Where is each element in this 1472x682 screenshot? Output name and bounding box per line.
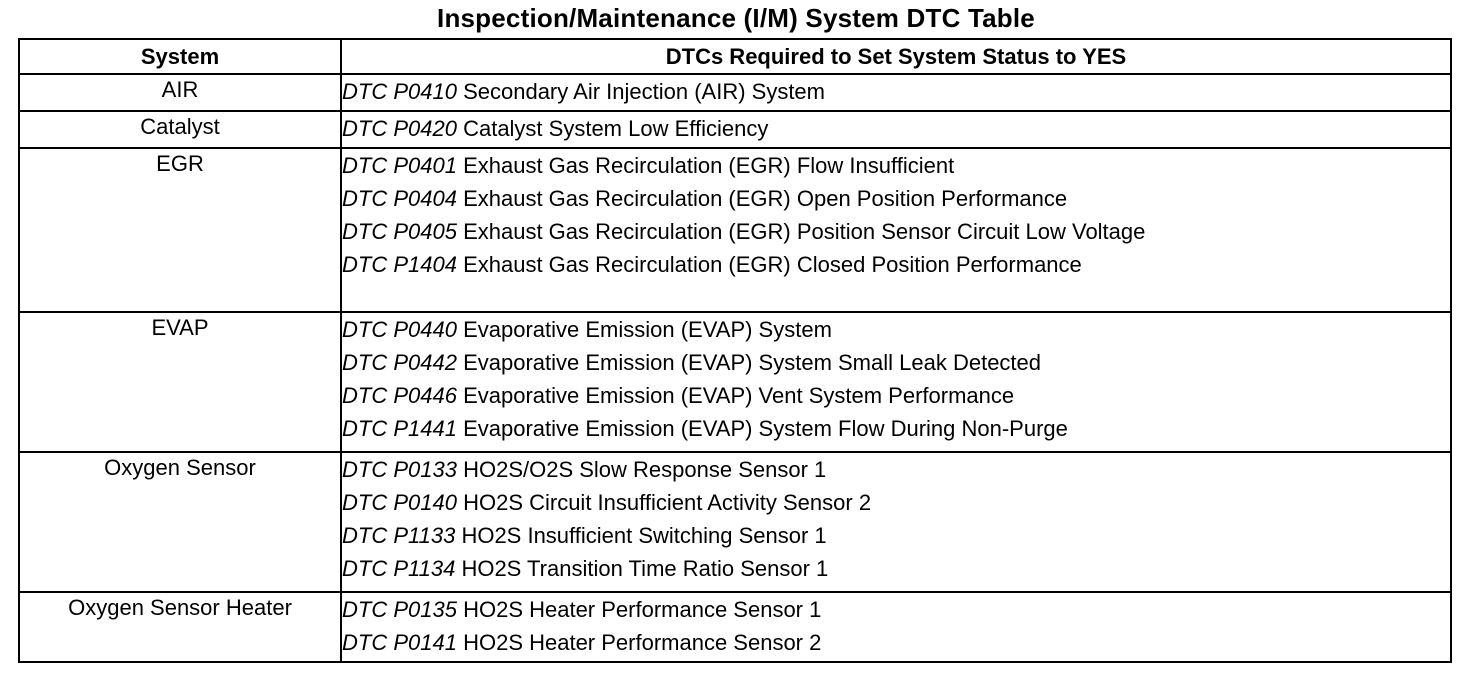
dtc-description: HO2S Circuit Insufficient Activity Sensor 2 (463, 490, 872, 515)
table-row (19, 452, 1451, 592)
dtc-code: DTC P1404 (342, 252, 457, 277)
dtc-code: DTC P1133 (342, 523, 456, 548)
system-cell: EGR (19, 148, 341, 312)
dtc-entry (342, 75, 1450, 108)
header-dtcs: DTCs Required to Set System Status to YES (341, 39, 1451, 74)
dtc-cell (341, 452, 1451, 592)
table-row (19, 74, 1451, 111)
dtc-code: DTC P0420 (342, 116, 457, 141)
dtc-code: DTC P0410 (342, 79, 457, 104)
dtc-description: Evaporative Emission (EVAP) System (463, 317, 832, 342)
table-row (19, 312, 1451, 452)
dtc-code: DTC P0440 (342, 317, 457, 342)
system-cell: Oxygen Sensor Heater (19, 592, 341, 662)
dtc-entry (342, 346, 1450, 379)
dtc-code: DTC P0401 (342, 153, 457, 178)
system-cell: EVAP (19, 312, 341, 452)
dtc-code: DTC P0446 (342, 383, 457, 408)
table-row (19, 592, 1451, 662)
dtc-entry (342, 248, 1450, 281)
dtc-entry (342, 626, 1450, 659)
dtc-code: DTC P0141 (342, 630, 457, 655)
dtc-entry (342, 593, 1450, 626)
dtc-entry (342, 215, 1450, 248)
dtc-description: Evaporative Emission (EVAP) System Flow During Non-Purge (463, 416, 1068, 441)
dtc-cell (341, 148, 1451, 312)
dtc-code: DTC P0140 (342, 490, 457, 515)
dtc-description: Exhaust Gas Recirculation (EGR) Closed Position Performance (463, 252, 1082, 277)
dtc-cell (341, 592, 1451, 662)
dtc-description: HO2S Transition Time Ratio Sensor 1 (461, 556, 829, 581)
dtc-entry (342, 412, 1450, 445)
dtc-entry (342, 552, 1450, 585)
dtc-code: DTC P0133 (342, 457, 457, 482)
dtc-code: DTC P1441 (342, 416, 457, 441)
system-cell: AIR (19, 74, 341, 111)
dtc-entry (342, 149, 1450, 182)
header-system: System (19, 39, 341, 74)
dtc-code: DTC P0135 (342, 597, 457, 622)
dtc-description: Evaporative Emission (EVAP) System Small Leak Detected (463, 350, 1042, 375)
dtc-entry (342, 379, 1450, 412)
table-title: Inspection/Maintenance (I/M) System DTC Table (437, 3, 1035, 33)
dtc-code: DTC P0405 (342, 219, 457, 244)
dtc-entry (342, 313, 1450, 346)
dtc-entry (342, 182, 1450, 215)
dtc-code: DTC P0404 (342, 186, 457, 211)
header-row (19, 39, 1451, 74)
dtc-code: DTC P0442 (342, 350, 457, 375)
dtc-description: Exhaust Gas Recirculation (EGR) Open Position Performance (463, 186, 1068, 211)
dtc-cell (341, 312, 1451, 452)
dtc-code: DTC P1134 (342, 556, 456, 581)
dtc-description: HO2S Insufficient Switching Sensor 1 (461, 523, 827, 548)
dtc-description: Catalyst System Low Efficiency (463, 116, 769, 141)
system-cell: Catalyst (19, 111, 341, 148)
dtc-description: Secondary Air Injection (AIR) System (463, 79, 825, 104)
dtc-table (18, 38, 1452, 663)
dtc-description: HO2S Heater Performance Sensor 2 (463, 630, 822, 655)
dtc-description: HO2S/O2S Slow Response Sensor 1 (463, 457, 827, 482)
dtc-description: Evaporative Emission (EVAP) Vent System Performance (463, 383, 1015, 408)
dtc-description: Exhaust Gas Recirculation (EGR) Flow Insufficient (463, 153, 955, 178)
table-row (19, 148, 1451, 312)
dtc-description: Exhaust Gas Recirculation (EGR) Position Sensor Circuit Low Voltage (463, 219, 1146, 244)
dtc-entry (342, 519, 1450, 552)
dtc-entry (342, 112, 1450, 145)
system-cell: Oxygen Sensor (19, 452, 341, 592)
dtc-entry (342, 453, 1450, 486)
dtc-cell (341, 111, 1451, 148)
dtc-cell (341, 74, 1451, 111)
dtc-entry (342, 486, 1450, 519)
dtc-description: HO2S Heater Performance Sensor 1 (463, 597, 822, 622)
table-row (19, 111, 1451, 148)
